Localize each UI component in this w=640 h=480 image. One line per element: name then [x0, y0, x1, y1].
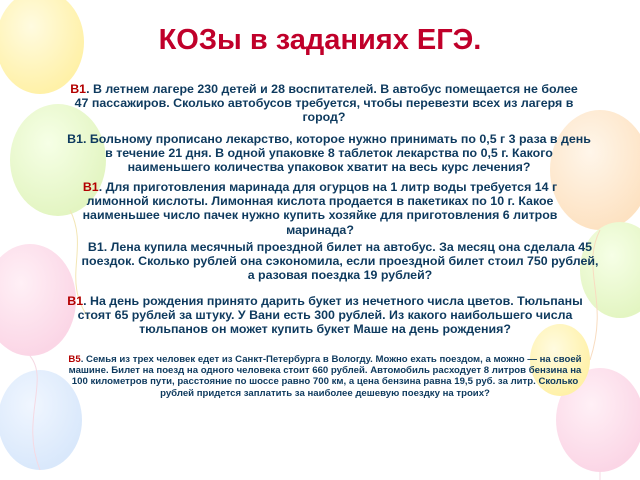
- task-2: [64, 132, 594, 175]
- task-label: В1: [67, 132, 83, 146]
- task-label: В1: [82, 180, 99, 194]
- page-title: КОЗы в заданиях ЕГЭ.: [158, 24, 482, 56]
- task-text: . Для приготовления маринада для огурцов на 1 литр воды требуется 14 г лимонной кислоты. Лимонная кислота продается в пакетиках по 10 г. Какое наименьшее число пачек нужно купить хозяйке для приготовления 6 литров маринада?: [82, 180, 558, 237]
- task-3: [60, 180, 580, 237]
- task-5: [60, 294, 590, 337]
- task-6: [60, 354, 590, 399]
- task-label: В1: [70, 82, 87, 96]
- task-text: . Лена купила месячный проездной билет на автобус. За месяц она сделала 45 поездок. Сколько рублей она сэкономила, если проездной билет стоил 750 рублей, а разовая поездка 19 рублей?: [81, 240, 599, 283]
- task-label: В5: [68, 354, 81, 365]
- task-label: В1: [87, 240, 104, 254]
- task-text: . На день рождения принято дарить букет из нечетного числа цветов. Тюльпаны стоят 65 рублей за штуку. У Вани есть 300 рублей. Из какого наибольшего числа тюльпанов он может купить букет Маше на день рождения?: [77, 294, 583, 337]
- task-4: [80, 240, 600, 283]
- task-text: . Семья из трех человек едет из Санкт-Петербурга в Вологду. Можно ехать поездом, а можно — на своей машине. Билет на поезд на одного человека стоит 660 рублей. Автомобиль расходует 8 литров бензина на 100 километров пути, расстояние по шоссе равно 700 км, а цена бензина равна 19,5 руб. за литр. Сколько рублей придется заплатить за наиболее дешевую поездку на троих?: [68, 354, 582, 399]
- task-label: В1: [67, 294, 84, 308]
- task-1: [64, 82, 584, 125]
- task-text: . Больному прописано лекарство, которое нужно принимать по 0,5 г 3 раза в день в течение 21 дня. В одной упаковке 8 таблеток лекарства по 0,5 г. Какого наименьшего количества упаковок хватит на весь курс лечения?: [83, 132, 591, 175]
- task-text: . В летнем лагере 230 детей и 28 воспитателей. В автобус помещается не более 47 пассажиров. Сколько автобусов требуется, чтобы перевезти всех из лагеря в город?: [74, 82, 578, 125]
